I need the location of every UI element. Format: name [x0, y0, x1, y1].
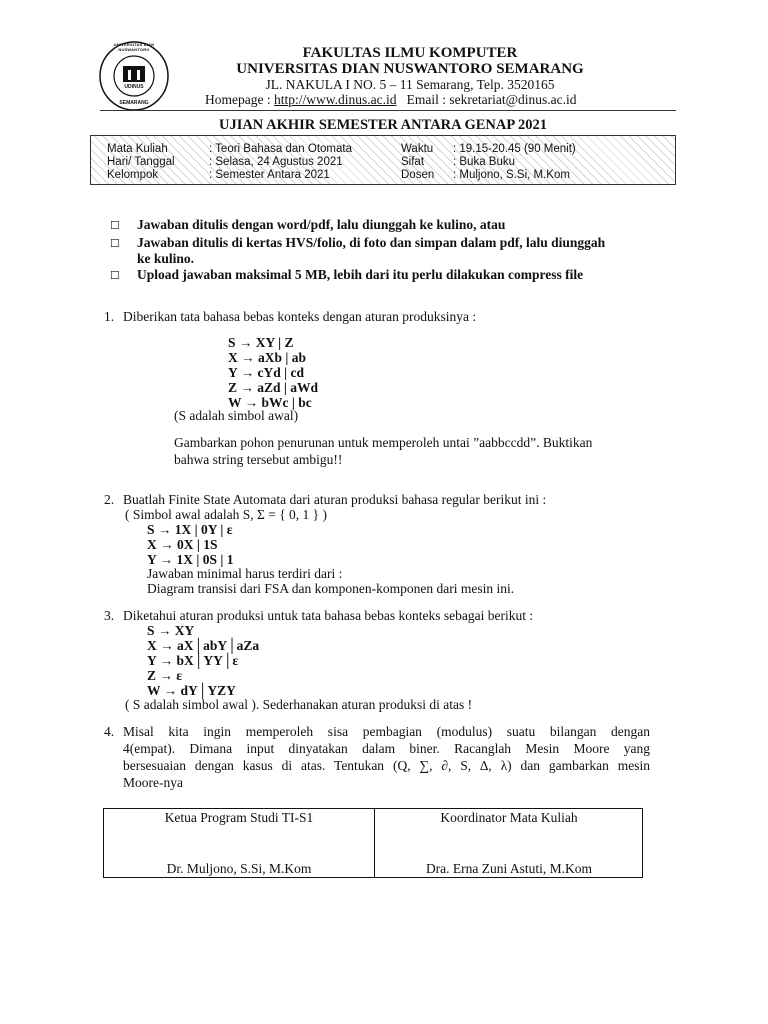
signature-table: [103, 808, 643, 878]
q1-note: (S adalah simbol awal): [174, 408, 299, 423]
logo-arc-text: UNIVERSITAS DIAN NUSWANTORO: [113, 42, 155, 52]
instruction-2: Jawaban ditulis di kertas HVS/folio, di foto dan simpan dalam pdf, lalu diunggah: [137, 235, 606, 250]
q3-rule: Z → ε: [147, 668, 183, 683]
dosen-label: Dosen: [401, 169, 435, 181]
q2-rule: S → 1X | 0Y | ε: [147, 522, 233, 537]
contact-line: [205, 92, 665, 108]
exam-info-box: [90, 135, 676, 185]
q1-rule: X → aXb | ab: [228, 350, 306, 365]
waktu-value: : 19.15-20.45 (90 Menit): [453, 143, 576, 155]
q4-line-1: Misal kita ingin memperoleh sisa pembagian (modulus) suatu bilangan dengan: [123, 724, 650, 739]
q1-number: 1.: [104, 309, 115, 324]
q1-rule: Y → cYd | cd: [228, 365, 304, 380]
q3-rule: X → aX│abY│aZa: [147, 638, 260, 653]
hari-value: : Selasa, 24 Agustus 2021: [209, 156, 343, 168]
hari-label: Hari/ Tanggal: [107, 156, 175, 168]
header-divider: [100, 110, 676, 111]
instruction-1: Jawaban ditulis dengan word/pdf, lalu diunggah ke kulino, atau: [137, 217, 506, 232]
homepage-link[interactable]: http://www.dinus.ac.id: [273, 92, 397, 107]
q2-symbol-note: ( Simbol awal adalah S, Σ = { 0, 1 } ): [125, 507, 328, 522]
faculty-name: FAKULTAS ILMU KOMPUTER: [302, 45, 518, 61]
address: JL. NAKULA I NO. 5 – 11 Semarang, Telp. 3520165: [265, 77, 555, 92]
q3-intro: Diketahui aturan produksi untuk tata bahasa bebas konteks sebagai berikut :: [123, 608, 534, 623]
left-signature-title: Ketua Program Studi TI-S1: [164, 810, 314, 825]
sifat-label: Sifat: [401, 156, 425, 168]
q1-intro: Diberikan tata bahasa bebas konteks dengan aturan produksinya :: [123, 309, 477, 324]
q2-rule: Y → 1X | 0S | 1: [147, 552, 234, 567]
instruction-3: Upload jawaban maksimal 5 MB, lebih dari itu perlu dilakukan compress file: [137, 267, 584, 282]
email-text: Email : sekretariat@dinus.ac.id: [406, 92, 577, 107]
q4-line-3: bersesuaian dengan kasus di atas. Tentukan (Q, ∑, ∂, S, ∆, λ) dan gambarkan mesin: [123, 758, 650, 773]
q2-number: 2.: [104, 492, 115, 507]
q3-number: 3.: [104, 608, 115, 623]
q1-rule: Z → aZd | aWd: [228, 380, 318, 395]
dosen-value: : Muljono, S.Si, M.Kom: [453, 169, 570, 181]
q4-line-4: Moore-nya: [123, 775, 183, 790]
sifat-value: : Buka Buku: [453, 156, 516, 168]
checkbox-icon: ☐: [110, 270, 120, 282]
q3-rule: S → XY: [147, 623, 195, 638]
university-name: UNIVERSITAS DIAN NUSWANTORO SEMARANG: [236, 61, 584, 77]
q4-number: 4.: [104, 724, 115, 739]
mata-kuliah-value: : Teori Bahasa dan Otomata: [209, 143, 352, 155]
checkbox-icon: ☐: [110, 220, 120, 232]
kelompok-label: Kelompok: [107, 169, 159, 181]
waktu-label: Waktu: [401, 143, 434, 155]
q2-requirement-cont: Diagram transisi dari FSA dan komponen-komponen dari mesin ini.: [147, 581, 515, 596]
exam-title: UJIAN AKHIR SEMESTER ANTARA GENAP 2021: [218, 117, 548, 133]
q1-task: Gambarkan pohon penurunan untuk memperoleh untai ”aabbccdd”. Buktikan: [174, 435, 593, 450]
kelompok-value: : Semester Antara 2021: [209, 169, 330, 181]
instruction-2-cont: ke kulino.: [137, 251, 195, 266]
mata-kuliah-label: Mata Kuliah: [107, 143, 168, 155]
right-signature-title: Koordinator Mata Kuliah: [440, 810, 578, 825]
q4-line-2: 4(empat). Dimana input dinyatakan dalam biner. Racanglah Mesin Moore yang: [123, 741, 650, 756]
q2-rule: X → 0X | 1S: [147, 537, 218, 552]
q1-task-cont: bahwa string tersebut ambigu!!: [174, 452, 343, 467]
q3-note: ( S adalah simbol awal ). Sederhanakan aturan produksi di atas !: [125, 697, 473, 712]
q2-requirement: Jawaban minimal harus terdiri dari :: [147, 566, 343, 581]
left-signature-name: Dr. Muljono, S.Si, M.Kom: [166, 861, 312, 876]
q3-rule: W → dY│YZY: [147, 683, 236, 698]
homepage-label: Homepage :: [205, 92, 274, 107]
q1-rule: W → bWc | bc: [228, 395, 312, 410]
q2-intro: Buatlah Finite State Automata dari aturan produksi bahasa regular berikut ini :: [123, 492, 547, 507]
logo-center-text: UDINUS: [124, 84, 144, 90]
right-signature-name: Dra. Erna Zuni Astuti, M.Kom: [425, 861, 593, 876]
q3-rule: Y → bX│YY│ε: [147, 653, 239, 668]
logo-bottom-text: SEMARANG: [119, 100, 149, 106]
q1-rule: S → XY | Z: [228, 335, 294, 350]
checkbox-icon: ☐: [110, 238, 120, 250]
